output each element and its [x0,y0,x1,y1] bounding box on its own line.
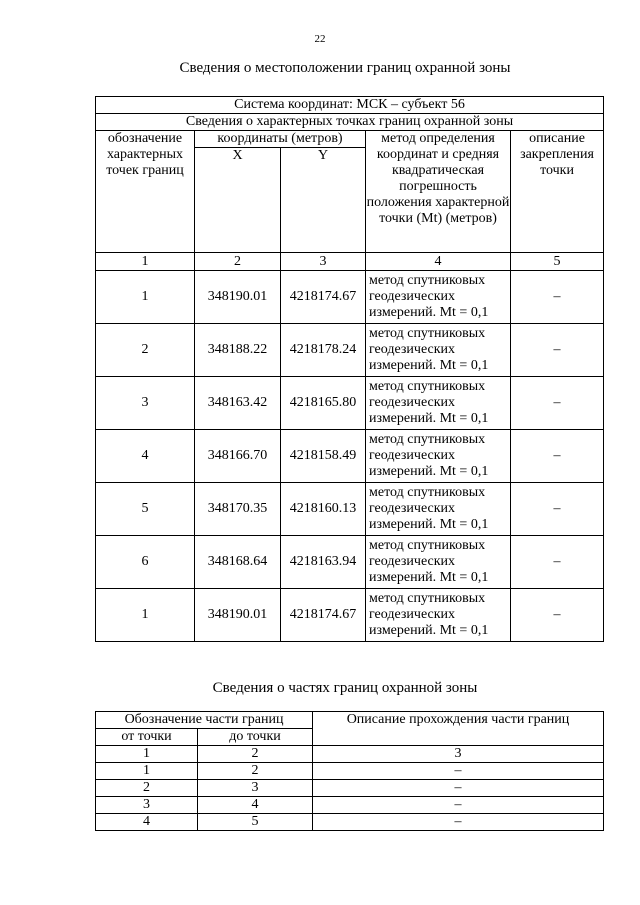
from-cell: 2 [96,780,198,797]
description-cell: – [511,430,604,483]
point-cell: 5 [96,483,195,536]
description-cell: – [511,377,604,430]
part-description-cell: – [313,763,604,780]
column-number: 3 [281,253,366,271]
col-header-point: обозначение характерных точек границ [96,131,195,253]
table-row [96,763,604,780]
to-cell: 3 [198,780,313,797]
description-cell: – [511,589,604,642]
x-cell: 348163.42 [195,377,281,430]
part-description-cell: 3 [313,746,604,763]
description-cell: – [511,271,604,324]
y-cell: 4218178.24 [281,324,366,377]
description-cell: – [511,483,604,536]
y-cell: 4218158.49 [281,430,366,483]
to-cell: 2 [198,763,313,780]
coordinates-table [95,96,604,642]
col-header-to: до точки [198,729,313,746]
from-cell: 1 [96,763,198,780]
table-row [96,271,604,324]
col-header-method: метод определения координат и средняя квадратическая погрешность положения характерной точки (Mt) (метров) [366,131,511,253]
part-description-cell: – [313,814,604,831]
table-row [96,324,604,377]
table-row [96,780,604,797]
y-cell: 4218174.67 [281,589,366,642]
method-cell: метод спутниковых геодезических измерений. Mt = 0,1 [366,430,511,483]
from-cell: 3 [96,797,198,814]
point-cell: 1 [96,271,195,324]
table-row [96,377,604,430]
section-title-parts: Сведения о частях границ охранной зоны [212,680,478,696]
y-cell: 4218165.80 [281,377,366,430]
col-header-description: описание закрепления точки [511,131,604,253]
method-cell: метод спутниковых геодезических измерений. Mt = 0,1 [366,324,511,377]
method-cell: метод спутниковых геодезических измерений. Mt = 0,1 [366,536,511,589]
column-numbers-row [96,253,604,271]
from-cell: 4 [96,814,198,831]
to-cell: 4 [198,797,313,814]
y-cell: 4218174.67 [281,271,366,324]
page-number: 22 [314,33,326,45]
method-cell: метод спутниковых геодезических измерений. Mt = 0,1 [366,377,511,430]
col-header-x: X [195,148,281,253]
y-cell: 4218160.13 [281,483,366,536]
column-number: 5 [511,253,604,271]
method-cell: метод спутниковых геодезических измерений. Mt = 0,1 [366,271,511,324]
y-cell: 4218163.94 [281,536,366,589]
table-row [96,536,604,589]
col-header-part-description: Описание прохождения части границ [313,712,604,746]
from-cell: 1 [96,746,198,763]
column-number: 1 [96,253,195,271]
point-cell: 4 [96,430,195,483]
description-cell: – [511,324,604,377]
characteristic-points-header: Сведения о характерных точках границ охранной зоны [96,114,604,131]
description-cell: – [511,536,604,589]
point-cell: 3 [96,377,195,430]
col-header-from: от точки [96,729,198,746]
x-cell: 348188.22 [195,324,281,377]
coordinate-system-header: Система координат: МСК – субъект 56 [96,97,604,114]
to-cell: 5 [198,814,313,831]
point-cell: 6 [96,536,195,589]
col-header-y: Y [281,148,366,253]
column-number: 2 [195,253,281,271]
section-title-location: Сведения о местоположении границ охранной зоны [179,60,511,76]
col-header-designation: Обозначение части границ [96,712,313,729]
part-description-cell: – [313,780,604,797]
x-cell: 348170.35 [195,483,281,536]
table-row [96,746,604,763]
x-cell: 348168.64 [195,536,281,589]
point-cell: 2 [96,324,195,377]
column-number: 4 [366,253,511,271]
point-cell: 1 [96,589,195,642]
to-cell: 2 [198,746,313,763]
method-cell: метод спутниковых геодезических измерений. Mt = 0,1 [366,483,511,536]
x-cell: 348166.70 [195,430,281,483]
part-description-cell: – [313,797,604,814]
x-cell: 348190.01 [195,589,281,642]
table-row [96,430,604,483]
x-cell: 348190.01 [195,271,281,324]
table-row [96,814,604,831]
method-cell: метод спутниковых геодезических измерений. Mt = 0,1 [366,589,511,642]
boundary-parts-table [95,711,604,831]
table-row [96,797,604,814]
col-header-coords: координаты (метров) [195,131,366,148]
table-row [96,483,604,536]
table-row [96,589,604,642]
